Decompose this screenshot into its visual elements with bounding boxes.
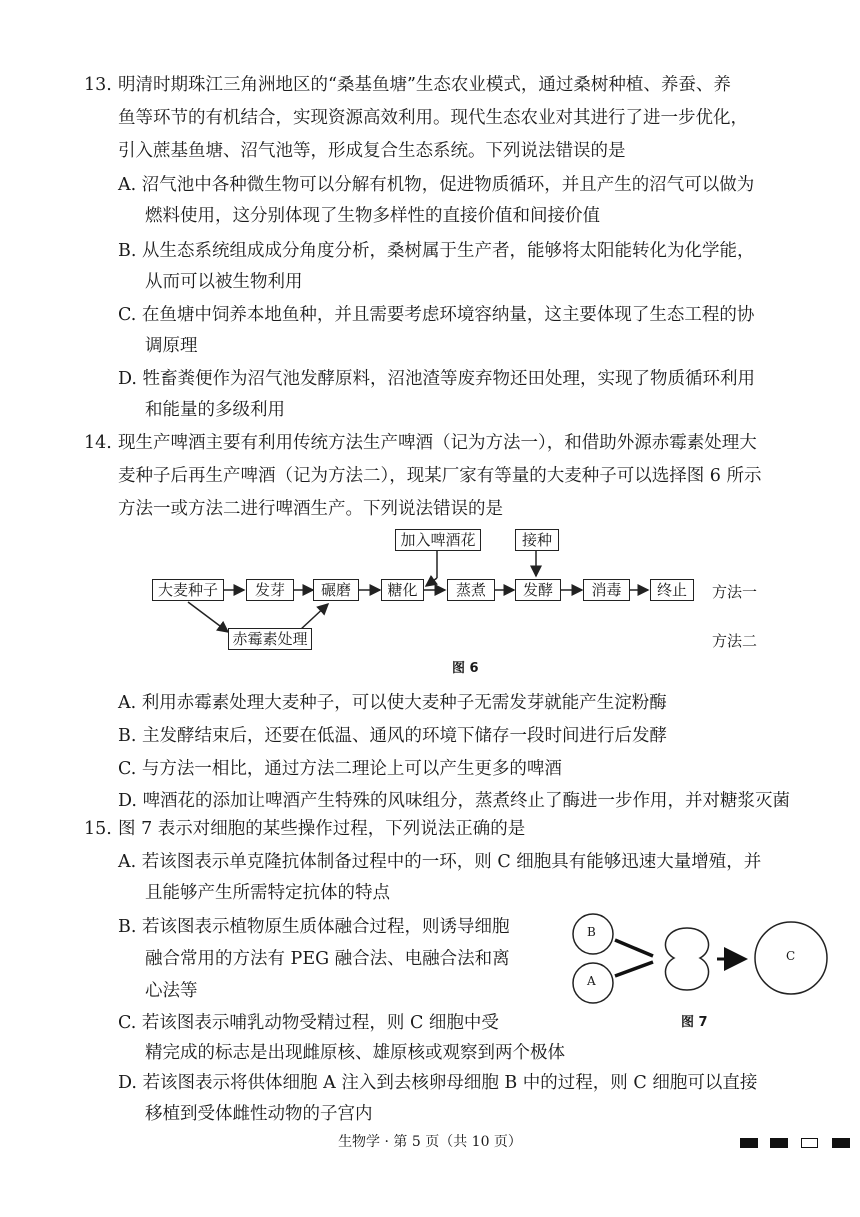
option-label: A. 沼气池中各种微生物可以分解有机物，促进物质循环，并且产生的沼气可以做为 (118, 175, 755, 195)
box-boil: 蒸煮 (447, 579, 495, 601)
option-text: D. 若该图表示将供体细胞 A 注入到去核卵母细胞 B 中的过程，则 C 细胞可以直接 (118, 1073, 758, 1093)
question-stem-line: 引入蔗基鱼塘、沼气池等，形成复合生态系统。下列说法错误的是 (118, 141, 626, 161)
box-ferment: 发酵 (515, 579, 561, 601)
option-text: 且能够产生所需特定抗体的特点 (145, 883, 390, 903)
option-label: D. 牲畜粪便作为沼气池发酵原料，沼池渣等废弃物还田处理，实现了物质循环利用 (118, 369, 756, 389)
box-grind: 碾磨 (313, 579, 359, 601)
question-number: 13. (84, 75, 112, 95)
option-text: B. 若该图表示植物原生质体融合过程，则诱导细胞 (118, 917, 510, 937)
box-saccharify: 糖化 (381, 579, 424, 601)
option-text: 和能量的多级利用 (145, 400, 285, 420)
footer-mark (770, 1138, 788, 1148)
footer-mark (801, 1138, 818, 1148)
option-text: C. 若该图表示哺乳动物受精过程，则 C 细胞中受 (118, 1013, 499, 1033)
box-inoculate: 接种 (515, 529, 559, 551)
cell-b-label: B (587, 925, 596, 939)
box-disinfect: 消毒 (583, 579, 630, 601)
option-text: A. 若该图表示单克隆抗体制备过程中的一环，则 C 细胞具有能够迅速大量增殖，并 (118, 852, 762, 872)
box-sprout: 发芽 (246, 579, 294, 601)
option-text: A. 利用赤霉素处理大麦种子，可以使大麦种子无需发芽就能产生淀粉酶 (118, 693, 667, 713)
option-text: D. 啤酒花的添加让啤酒产生特殊的风味组分，蒸煮终止了酶进一步作用，并对糖浆灭菌 (118, 791, 791, 811)
question-stem-line: 麦种子后再生产啤酒（记为方法二），现某厂家有等量的大麦种子可以选择图 6 所示 (118, 466, 762, 486)
option-text: 心法等 (145, 981, 198, 1001)
method-one-label: 方法一 (712, 583, 758, 601)
figure-6-caption: 图 6 (452, 661, 479, 676)
box-terminate: 终止 (650, 579, 694, 601)
option-text: 移植到受体雌性动物的子宫内 (145, 1104, 373, 1124)
page-footer: 生物学 · 第 5 页（共 10 页） (338, 1134, 522, 1150)
option-text: 燃料使用，这分别体现了生物多样性的直接价值和间接价值 (145, 206, 600, 226)
question-stem-line: 图 7 表示对细胞的某些操作过程，下列说法正确的是 (118, 819, 526, 839)
cell-a-label: A (587, 974, 596, 988)
question-stem-line: 鱼等环节的有机结合，实现资源高效利用。现代生态农业对其进行了进一步优化， (118, 108, 748, 128)
question-stem-line: 方法一或方法二进行啤酒生产。下列说法错误的是 (118, 499, 503, 519)
method-two-label: 方法二 (712, 632, 758, 650)
option-label: B. 从生态系统组成成分角度分析，桑树属于生产者，能够将太阳能转化为化学能， (118, 241, 755, 261)
option-label: C. 在鱼塘中饲养本地鱼种，并且需要考虑环境容纳量，这主要体现了生态工程的协 (118, 305, 755, 325)
box-gibberellin: 赤霉素处理 (228, 628, 312, 650)
cell-c-label: C (786, 949, 796, 963)
option-text: C. 与方法一相比，通过方法二理论上可以产生更多的啤酒 (118, 759, 562, 779)
footer-mark (740, 1138, 758, 1148)
option-text: B. 主发酵结束后，还要在低温、通风的环境下储存一段时间进行后发酵 (118, 726, 668, 746)
box-barley-seed: 大麦种子 (152, 579, 224, 601)
question-number: 14. (84, 433, 112, 453)
question-stem-line: 现生产啤酒主要有利用传统方法生产啤酒（记为方法一），和借助外源赤霉素处理大 (118, 433, 757, 453)
option-text: 从而可以被生物利用 (145, 272, 303, 292)
question-13 (84, 70, 828, 430)
figure-7-caption: 图 7 (681, 1015, 708, 1030)
option-text: 精完成的标志是出现雌原核、雄原核或观察到两个极体 (145, 1043, 565, 1063)
question-stem-line: 明清时期珠江三角洲地区的“桑基鱼塘”生态农业模式，通过桑树种植、养蚕、养 (118, 75, 731, 95)
option-text: 融合常用的方法有 PEG 融合法、电融合法和离 (145, 949, 510, 969)
figure-7-cell-diagram (565, 908, 835, 1033)
figure-6-flowchart (0, 520, 860, 680)
question-14-options (84, 688, 828, 818)
option-text: 调原理 (145, 336, 198, 356)
box-add-hops: 加入啤酒花 (395, 529, 481, 551)
fusing-cell (665, 928, 708, 990)
question-number: 15. (84, 819, 112, 839)
footer-mark (832, 1138, 850, 1148)
